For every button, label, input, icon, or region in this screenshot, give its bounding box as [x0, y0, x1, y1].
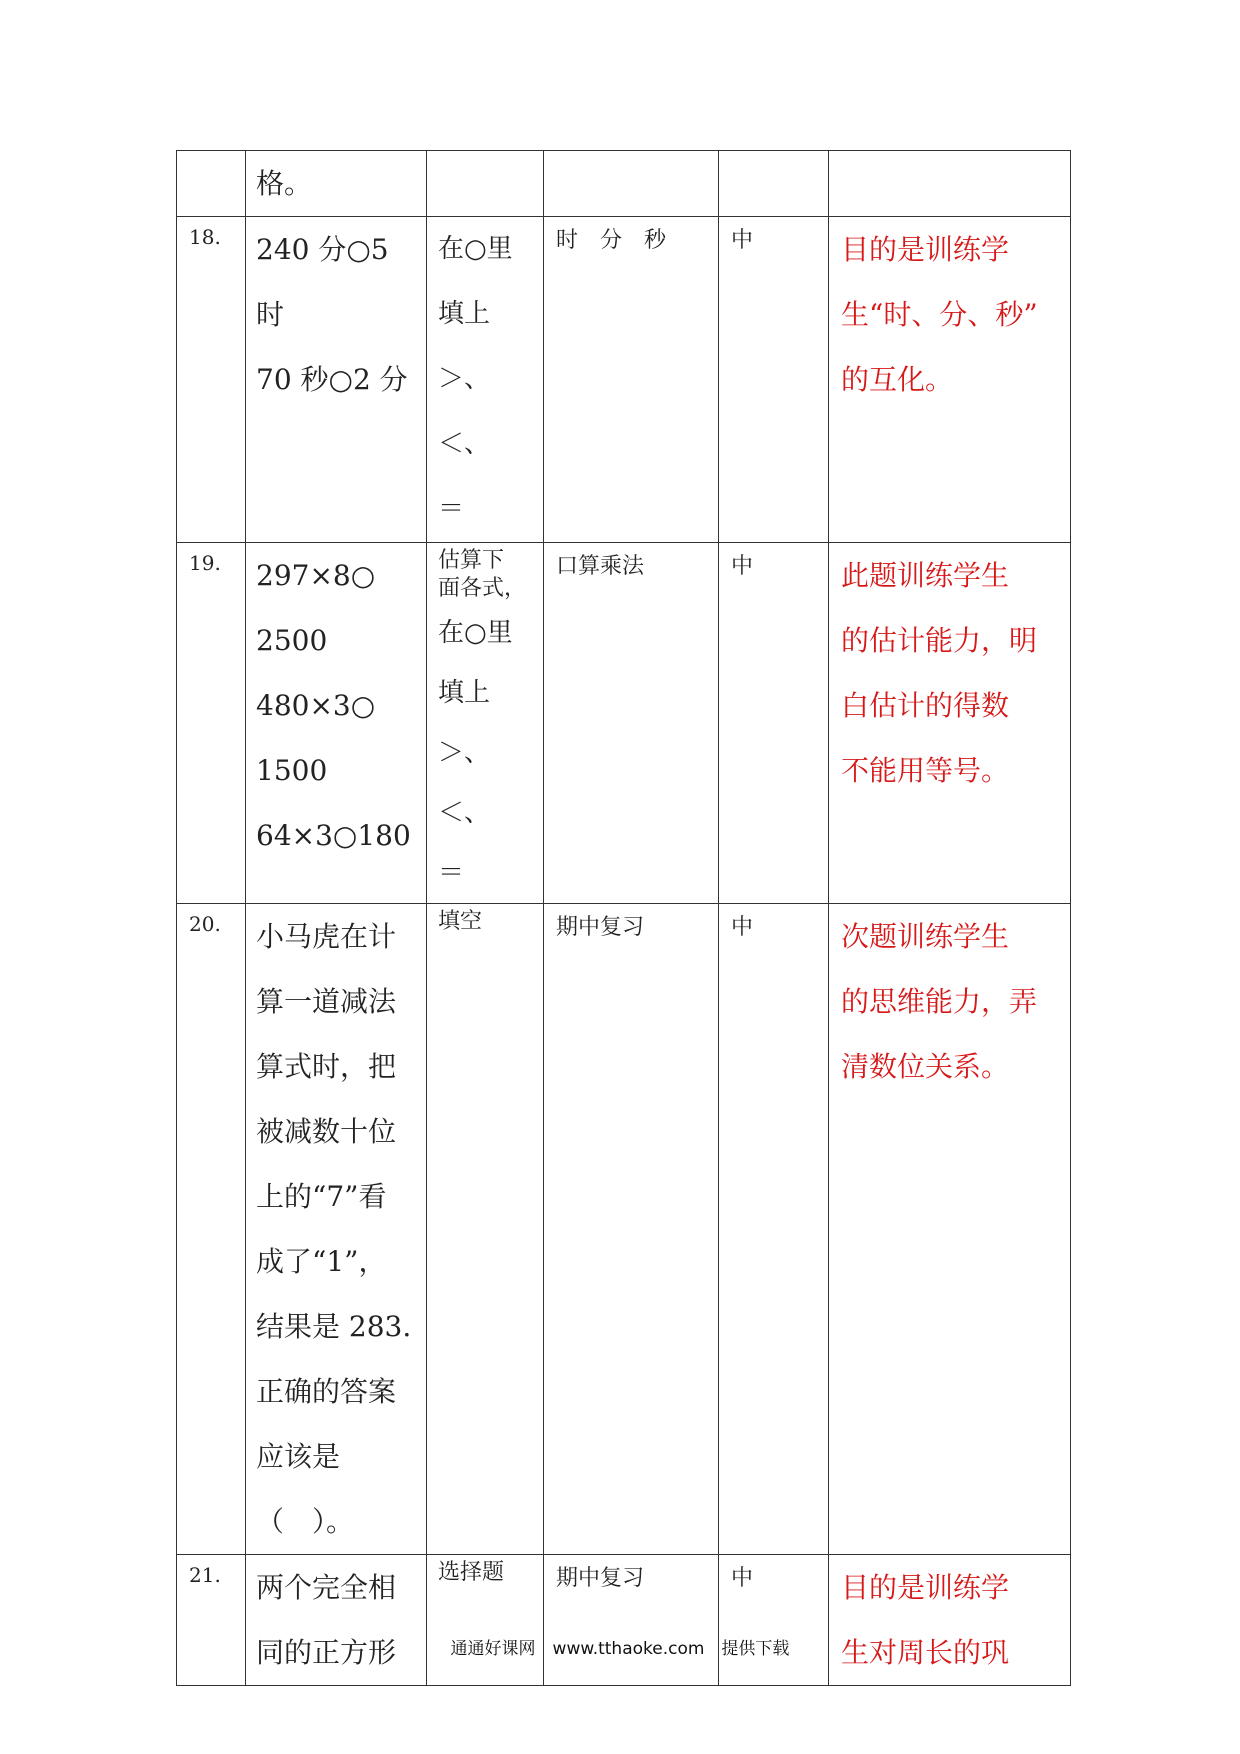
aim-cell: 目的是训练学 生“时、分、秒” 的互化。: [829, 217, 1071, 543]
row-number-cell: [177, 151, 246, 217]
table-row: [177, 151, 1071, 217]
question-cell: 格。: [246, 151, 427, 217]
row-number-cell: 20.: [177, 904, 246, 1555]
question-cell: 小马虎在计 算一道减法 算式时，把 被减数十位 上的“7”看 成了“1”， 结果是 283. 正确的答案 应该是 （ ）。: [246, 904, 427, 1555]
difficulty-cell: 中: [719, 1555, 829, 1686]
knowledge-point-cell: 时 分 秒: [544, 217, 719, 543]
question-cell: 240 分○5 时 70 秒○2 分: [246, 217, 427, 543]
aim-cell: 目的是训练学 生对周长的巩: [829, 1555, 1071, 1686]
table-row: [177, 217, 1071, 543]
difficulty-cell: 中: [719, 543, 829, 904]
knowledge-point-cell: 期中复习: [544, 904, 719, 1555]
table-row: [177, 904, 1071, 1555]
requirement-cell: [427, 151, 544, 217]
row-number-cell: 19.: [177, 543, 246, 904]
knowledge-point-cell: 口算乘法: [544, 543, 719, 904]
knowledge-point-cell: 期中复习: [544, 1555, 719, 1686]
requirement-cell: 填空: [427, 904, 544, 1555]
requirement-cell: 估算下 面各式， 在○里 填上 ＞、＜、 ＝: [427, 543, 544, 904]
exercise-table: [176, 150, 1071, 1686]
knowledge-point-cell: [544, 151, 719, 217]
page-footer: 通通好课网 www.tthaoke.com 提供下载: [450, 1639, 790, 1659]
question-cell: 两个完全相 同的正方形: [246, 1555, 427, 1686]
table-row: [177, 543, 1071, 904]
row-number-cell: 18.: [177, 217, 246, 543]
difficulty-cell: 中: [719, 904, 829, 1555]
question-cell: 297×8○ 2500 480×3○ 1500 64×3○180: [246, 543, 427, 904]
difficulty-cell: 中: [719, 217, 829, 543]
aim-cell: 次题训练学生 的思维能力，弄 清数位关系。: [829, 904, 1071, 1555]
row-number-cell: 21.: [177, 1555, 246, 1686]
requirement-cell: 在○里 填上 ＞、＜、 ＝: [427, 217, 544, 543]
aim-cell: 此题训练学生 的估计能力，明 白估计的得数 不能用等号。: [829, 543, 1071, 904]
difficulty-cell: [719, 151, 829, 217]
table-row: [177, 1555, 1071, 1686]
requirement-cell: 选择题: [427, 1555, 544, 1686]
aim-cell: [829, 151, 1071, 217]
